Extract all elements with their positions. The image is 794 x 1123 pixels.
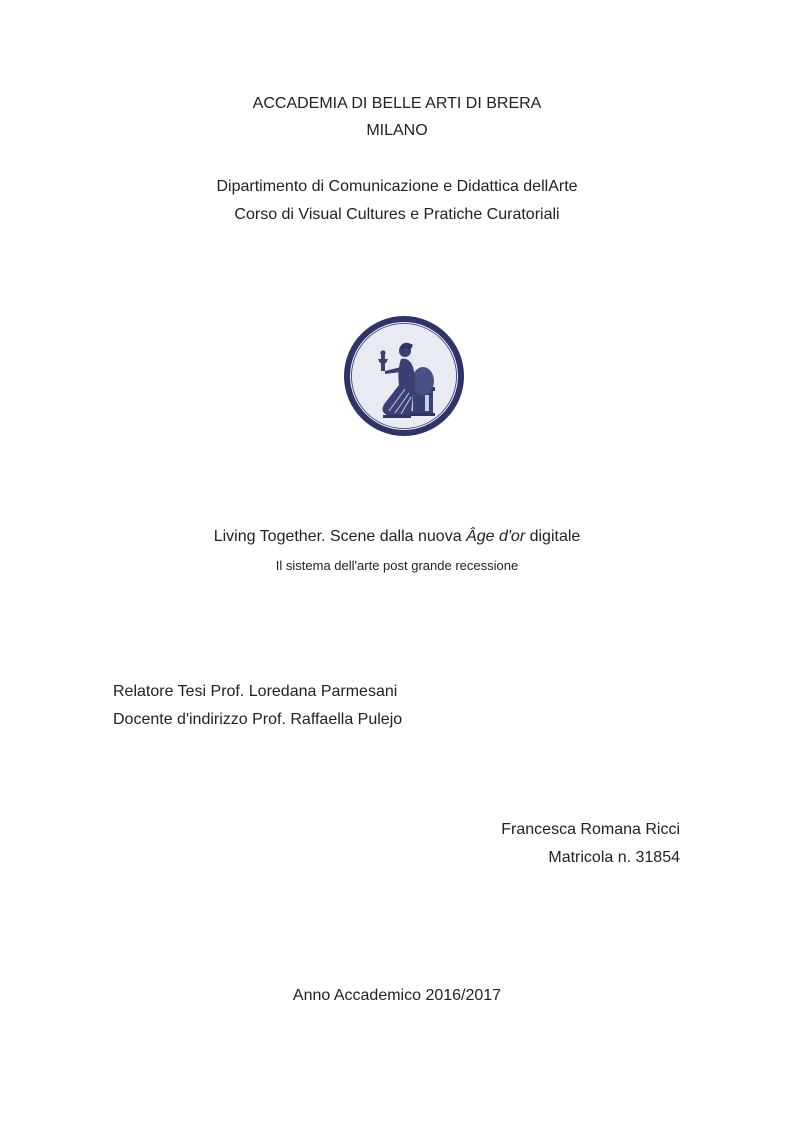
student-matricola: Matricola n. 31854 <box>548 849 680 866</box>
academic-year: Anno Accademico 2016/2017 <box>292 987 502 1004</box>
relatore-line: Relatore Tesi Prof. Loredana Parmesani <box>113 683 398 700</box>
institution-name: ACCADEMIA DI BELLE ARTI DI BRERA <box>252 95 542 112</box>
thesis-title-italic: Âge d'or <box>466 528 526 545</box>
docente-line: Docente d'indirizzo Prof. Raffaella Pulejo <box>113 711 403 728</box>
thesis-title-suffix: digitale <box>525 528 581 545</box>
course-name: Corso di Visual Cultures e Pratiche Curatoriali <box>234 206 560 223</box>
thesis-subtitle: Il sistema dell'arte post grande recessione <box>275 558 519 573</box>
student-name: Francesca Romana Ricci <box>501 821 680 838</box>
academy-seal-icon <box>343 315 465 437</box>
thesis-title <box>0 527 794 547</box>
thesis-title-prefix: Living Together. Scene dalla nuova <box>213 528 467 545</box>
institution-city: MILANO <box>366 122 428 139</box>
department-name: Dipartimento di Comunicazione e Didattica dellArte <box>216 178 578 195</box>
